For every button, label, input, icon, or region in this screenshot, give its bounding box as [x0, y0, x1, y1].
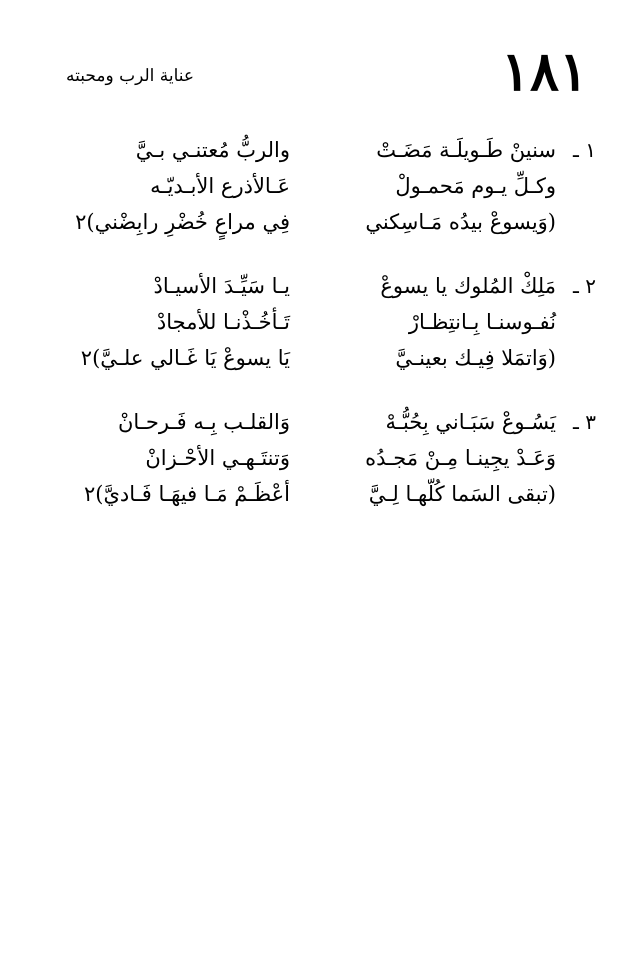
- verse-first-half: سنينْ طَـويلَـة مَضَـتْ: [376, 138, 556, 162]
- verse-line: [60, 476, 556, 512]
- verse-line: [60, 204, 556, 240]
- verse-second-half: تَـأخُـذْنـا للأمجادْ: [156, 310, 290, 334]
- verse-first-half: نُفـوسنـا بِـانتِظـارْ: [408, 310, 556, 334]
- verse-line: [60, 132, 556, 168]
- verse-second-half: عَـالأذرع الأبـديّـه: [150, 174, 290, 198]
- verse-second-half: والربُّ مُعتنـي بـيَّ: [135, 138, 290, 162]
- verse-second-half: أعْظَـمْ مَـا فيهَـا فَـاديَّ)٢: [83, 482, 290, 506]
- verse-line: [60, 404, 556, 440]
- verse-line: [60, 304, 556, 340]
- stanza-number: ٣ ـ: [573, 410, 596, 434]
- verse-first-half: يَسُـوعْ سَبَـاني بِحُبُّـهْ: [385, 410, 556, 434]
- verse-first-half: (تبقى السَما كُلّهـا لِـيَّ: [368, 482, 556, 506]
- stanza-number: ٢ ـ: [573, 274, 596, 298]
- verse-line: [60, 168, 556, 204]
- verse-first-half: مَلِكْ المُلوك يا يسوعْ: [380, 274, 556, 298]
- verse-second-half: وَالقلـب بِـه فَـرحـانْ: [117, 410, 290, 434]
- verse-second-half: فِي مراعٍ خُضْرِ رابِضْني)٢: [75, 210, 290, 234]
- running-title: عناية الرب ومحبته: [66, 66, 195, 86]
- verse-line: [60, 440, 556, 476]
- verse-line: [60, 268, 556, 304]
- page-number: ١٨١: [500, 39, 588, 103]
- verse-second-half: يـا سَيِّـدَ الأسيـادْ: [153, 274, 290, 298]
- verse-first-half: (وَيسوعْ بيدُه مَـاسِكني: [365, 210, 556, 234]
- verse-first-half: (وَاتمَلا فِيـك بعينـيَّ: [395, 346, 556, 370]
- stanza-number: ١ ـ: [573, 138, 596, 162]
- verse-second-half: يَا يسوعْ يَا غَـالي علـيَّ)٢: [80, 346, 290, 370]
- verse-second-half: وَتنتَـهـي الأحْـزانْ: [145, 446, 290, 470]
- verse-first-half: وكـلِّ يـوم مَحمـولْ: [395, 174, 556, 198]
- verse-line: [60, 340, 556, 376]
- verse-first-half: وَعَـدْ يجِينـا مِـنْ مَجـدُه: [365, 446, 556, 470]
